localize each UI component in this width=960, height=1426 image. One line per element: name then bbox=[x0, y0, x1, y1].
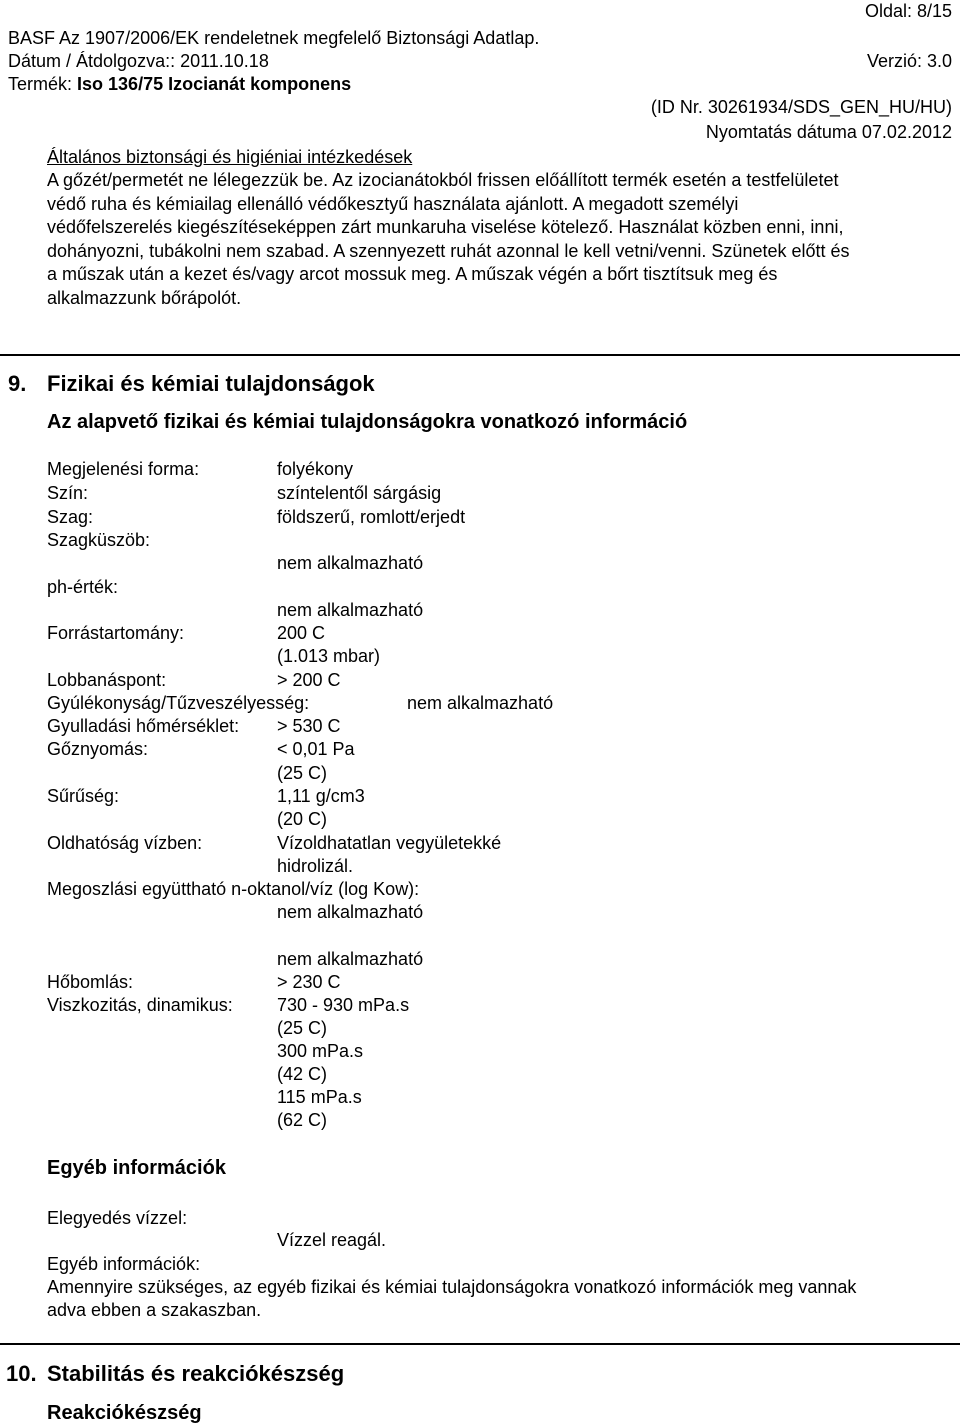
other-info-line: adva ebben a szakaszban. bbox=[47, 1300, 262, 1320]
ph-value: nem alkalmazható bbox=[277, 600, 424, 620]
viscosity-label: Viszkozitás, dinamikus: bbox=[47, 995, 233, 1015]
hygiene-line: védőfelszerelés kiegészítéseképpen zárt munkaruha viselése kötelező. Használat közben enni, inni, bbox=[47, 217, 844, 237]
regulation-title: BASF Az 1907/2006/EK rendeletnek megfelelő Biztonsági Adatlap. bbox=[8, 28, 540, 48]
version: Verzió: 3.0 bbox=[866, 51, 952, 71]
hygiene-text bbox=[47, 169, 850, 310]
solubility-label: Oldhatóság vízben: bbox=[47, 833, 203, 853]
appearance-label: Megjelenési forma: bbox=[47, 459, 200, 479]
viscosity-value: 730 - 930 mPa.s bbox=[277, 995, 410, 1015]
vapour-value: < 0,01 Pa bbox=[277, 739, 355, 759]
section10-number: 10. bbox=[6, 1361, 37, 1386]
vapour-note: (25 C) bbox=[277, 763, 328, 783]
print-date: Nyomtatás dátuma 07.02.2012 bbox=[705, 122, 952, 142]
product-line bbox=[8, 73, 351, 95]
water-miscibility-value: Vízzel reagál. bbox=[277, 1230, 387, 1250]
viscosity-value: (42 C) bbox=[277, 1064, 328, 1084]
other-info-line: Amennyire szükséges, az egyéb fizikai és kémiai tulajdonságokra vonatkozó információk meg vannak bbox=[47, 1277, 857, 1297]
color-value: színtelentől sárgásig bbox=[277, 483, 442, 503]
boiling-label: Forrástartomány: bbox=[47, 623, 185, 643]
vapour-label: Gőznyomás: bbox=[47, 739, 149, 759]
section9-subtitle: Az alapvető fizikai és kémiai tulajdonságokra vonatkozó információ bbox=[47, 411, 688, 433]
odor-threshold-label: Szagküszöb: bbox=[47, 530, 151, 550]
flammability-value: nem alkalmazható bbox=[407, 693, 554, 713]
other-info-label: Egyéb információk: bbox=[47, 1254, 201, 1274]
other-info-text bbox=[47, 1276, 856, 1322]
boiling-value: 200 C bbox=[277, 623, 326, 643]
id-number: (ID Nr. 30261934/SDS_GEN_HU/HU) bbox=[650, 97, 952, 117]
section10-subtitle: Reakciókészség bbox=[47, 1402, 202, 1424]
odor-threshold-value: nem alkalmazható bbox=[277, 553, 424, 573]
decomposition-label: Hőbomlás: bbox=[47, 972, 134, 992]
product-label: Termék: bbox=[8, 74, 73, 94]
section10-title: Stabilitás és reakciókészség bbox=[47, 1361, 345, 1386]
ignition-value: > 530 C bbox=[277, 716, 341, 736]
section9-title: Fizikai és kémiai tulajdonságok bbox=[47, 371, 375, 396]
flammability-label: Gyúlékonyság/Tűzveszélyesség: bbox=[47, 693, 310, 713]
solubility-value-2: hidrolizál. bbox=[277, 856, 354, 876]
section-divider bbox=[0, 1343, 960, 1345]
density-label: Sűrűség: bbox=[47, 786, 120, 806]
revision-date: Dátum / Átdolgozva:: 2011.10.18 bbox=[8, 51, 269, 71]
extra-value: nem alkalmazható bbox=[277, 949, 424, 969]
hygiene-line: alkalmazzunk bőrápolót. bbox=[47, 287, 242, 308]
decomposition-value: > 230 C bbox=[277, 972, 341, 992]
odor-value: földszerű, romlott/erjedt bbox=[277, 507, 466, 527]
viscosity-values bbox=[277, 994, 409, 1132]
page-number: Oldal: 8/15 bbox=[864, 1, 952, 21]
ph-label: ph-érték: bbox=[47, 577, 119, 597]
partition-value: nem alkalmazható bbox=[277, 902, 424, 922]
section9-number: 9. bbox=[8, 371, 27, 396]
other-info-heading: Egyéb információk bbox=[47, 1157, 226, 1179]
product-name: Iso 136/75 Izocianát komponens bbox=[77, 74, 352, 94]
viscosity-value: (62 C) bbox=[277, 1110, 328, 1130]
hygiene-line: a műszak után a kezet és/vagy arcot mossuk meg. A műszak végén a bőrt tisztítsuk meg és bbox=[47, 264, 778, 284]
color-label: Szín: bbox=[47, 483, 89, 503]
hygiene-line: védő ruha és kémiailag ellenálló védőkesztyű használata ajánlott. A megadott személyi bbox=[47, 193, 739, 214]
flash-value: > 200 C bbox=[277, 670, 341, 690]
hygiene-heading: Általános biztonsági és higiéniai intézkedések bbox=[47, 147, 413, 167]
hygiene-line: dohányozni, tubákolni nem szabad. A szennyezett ruhát azonnal le kell vetni/venni. Szünetek előtt és bbox=[47, 240, 850, 261]
viscosity-value: 115 mPa.s bbox=[277, 1087, 362, 1107]
viscosity-value: (25 C) bbox=[277, 1018, 328, 1038]
solubility-value: Vízoldhatatlan vegyületekké bbox=[277, 833, 502, 853]
density-value: 1,11 g/cm3 bbox=[277, 786, 365, 806]
flash-label: Lobbanáspont: bbox=[47, 670, 167, 690]
ignition-label: Gyulladási hőmérséklet: bbox=[47, 716, 240, 736]
viscosity-value: 300 mPa.s bbox=[277, 1041, 364, 1061]
partition-label: Megoszlási együttható n-oktanol/víz (log Kow): bbox=[47, 879, 420, 899]
water-miscibility-label: Elegyedés vízzel: bbox=[47, 1208, 188, 1228]
section-divider bbox=[0, 354, 960, 356]
appearance-value: folyékony bbox=[277, 459, 354, 479]
density-note: (20 C) bbox=[277, 809, 328, 829]
boiling-note: (1.013 mbar) bbox=[277, 646, 381, 666]
odor-label: Szag: bbox=[47, 507, 94, 527]
hygiene-line: A gőzét/permetét ne lélegezzük be. Az izocianátokból frissen előállított termék esetén a testfelületet bbox=[47, 170, 839, 190]
